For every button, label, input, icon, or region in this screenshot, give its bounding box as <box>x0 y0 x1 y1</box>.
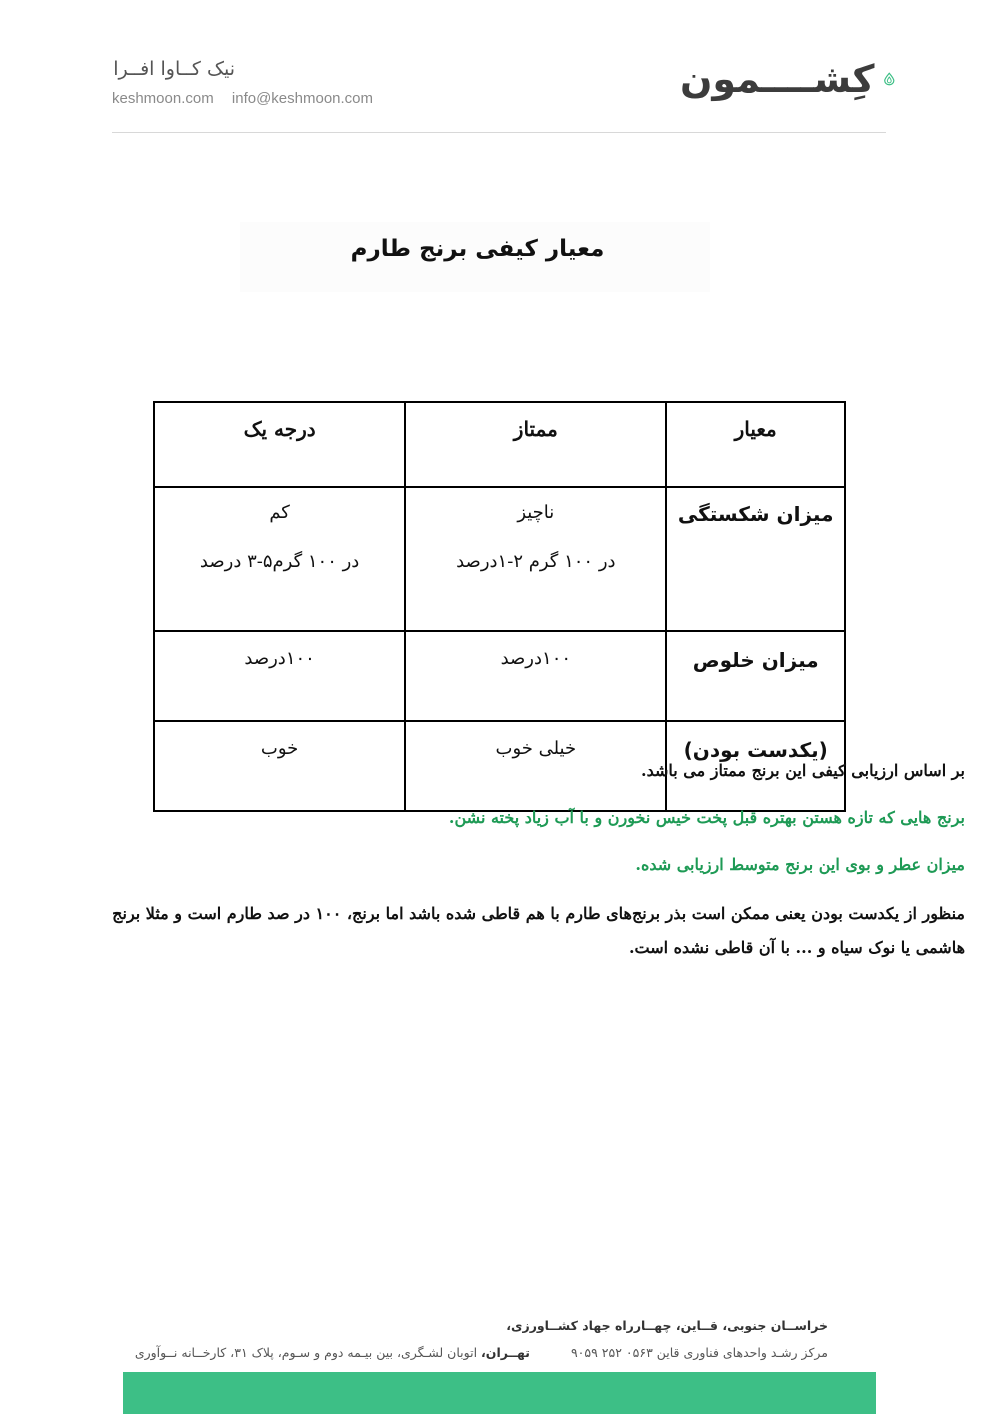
quality-table <box>153 401 846 812</box>
email-link[interactable]: info@keshmoon.com <box>231 90 374 107</box>
brand-logo <box>680 48 895 110</box>
footer-address-line1: خراســان جنوبی، قــاین، چهــارراه جهاد کشــاورزی، <box>506 1318 828 1333</box>
contact-line <box>112 90 387 107</box>
row-label: میزان شکستگی <box>666 487 845 631</box>
grade-one-cell: ۱۰۰درصد <box>154 631 405 721</box>
document-title: معیار کیفی برنج طارم <box>350 236 605 262</box>
assessment-text: بر اساس ارزیابی کیفی این برنج ممتاز می باشد. <box>641 761 965 780</box>
drop-logo-icon <box>884 53 895 105</box>
footer-tehran-address <box>134 1345 530 1360</box>
row-label: میزان خلوص <box>666 631 845 721</box>
footer-brand-bar <box>123 1372 876 1414</box>
premium-cell: ۱۰۰درصد <box>405 631 666 721</box>
row-label: (یکدست بودن) <box>666 721 845 811</box>
company-name: نیک کــاوا افــرا <box>113 58 235 80</box>
tehran-address: اتوبان لشـگری، بین بیـمه دوم و سـوم، پلاک ۳۱، کارخــانه نــوآوری <box>134 1345 482 1360</box>
grade-one-cell: خوب <box>154 721 405 811</box>
cooking-tip-text: برنج هایی که تازه هستن بهتره قبل پخت خیس نخورن و با آب زیاد پخته نشن. <box>448 808 965 827</box>
grade-one-cell <box>154 487 405 631</box>
logo-text: کِشــــمون <box>680 57 875 101</box>
cell-detail: در ۱۰۰ گرم ۲-۱درصد <box>456 551 616 572</box>
premium-cell: خیلی خوب <box>405 721 666 811</box>
footer-address-line2: مرکز رشـد واحدهای فناوری قاین ۰۵۶۳ ۲۵۲ ۹۰۵۹ <box>570 1345 828 1360</box>
website-link[interactable]: keshmoon.com <box>112 90 214 107</box>
table-header-row <box>154 402 845 487</box>
tehran-label: تهــران، <box>481 1345 530 1360</box>
table-row <box>154 631 845 721</box>
cell-detail: در ۱۰۰ گرم۵-۳ درصد <box>199 551 360 572</box>
cell-value: ناچیز <box>517 502 555 523</box>
uniformity-explanation: منظور از یکدست بودن یعنی ممکن است بذر برنج‌های طارم با هم قاطی شده باشد اما برنج، ۱۰۰ در صد طارم است و مثلا برنج هاشمی یا نوک سیاه و ... با آن قاطی نشده است. <box>112 904 965 957</box>
header-grade-one: درجه یک <box>154 402 405 487</box>
premium-cell <box>405 487 666 631</box>
aroma-text: میزان عطر و بوی این برنج متوسط ارزیابی شده. <box>635 855 965 874</box>
table-row <box>154 487 845 631</box>
cell-value: کم <box>269 502 290 523</box>
header-divider <box>112 132 886 133</box>
header-premium: ممتاز <box>405 402 666 487</box>
header-criterion: معیار <box>666 402 845 487</box>
